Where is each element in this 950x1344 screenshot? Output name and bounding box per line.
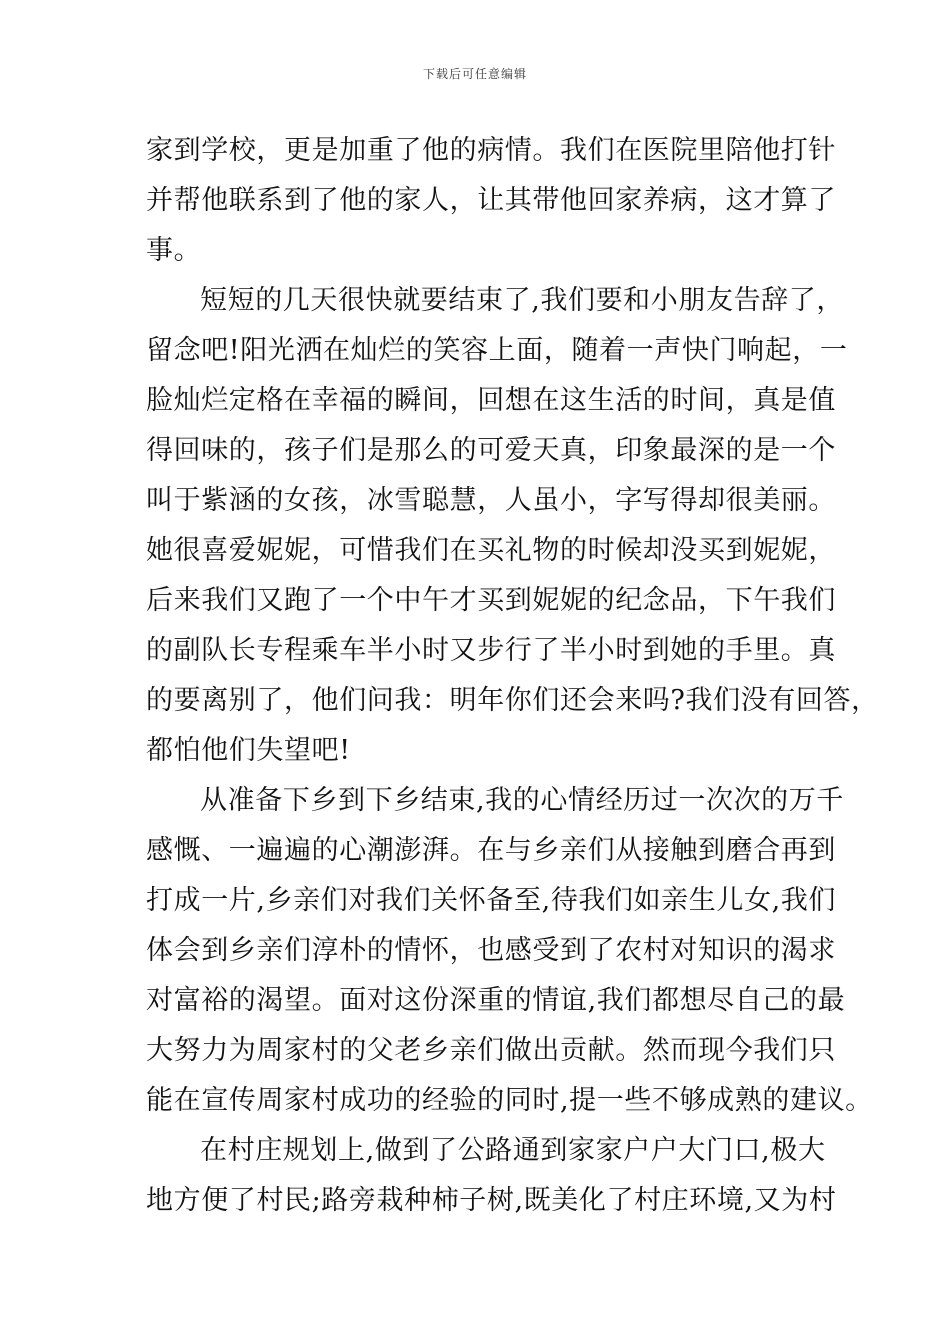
text-line: 并帮他联系到了他的家人，让其带他回家养病，这才算了: [146, 185, 836, 216]
text-line: 她很喜爱妮妮，可惜我们在买礼物的时候却没买到妮妮，: [146, 535, 836, 566]
text-line: 脸灿烂定格在幸福的瞬间，回想在这生活的时间，真是值: [146, 385, 836, 416]
text-line: 事。: [146, 235, 202, 266]
text-line: 的副队长专程乘车半小时又步行了半小时到她的手里。真: [146, 635, 836, 666]
text-line: 家到学校，更是加重了他的病情。我们在医院里陪他打针: [146, 135, 836, 166]
text-line: 得回味的，孩子们是那么的可爱天真，印象最深的是一个: [146, 435, 836, 466]
text-line: 的要离别了，他们问我：明年你们还会来吗?我们没有回答，: [146, 685, 879, 716]
text-line: 地方便了村民;路旁栽种柿子树,既美化了村庄环境,又为村: [146, 1185, 837, 1216]
text-line: 留念吧!阳光洒在灿烂的笑容上面，随着一声快门响起，一: [146, 335, 848, 366]
text-line: 感慨、一遍遍的心潮澎湃。在与乡亲们从接触到磨合再到: [146, 835, 836, 866]
text-line: 打成一片,乡亲们对我们关怀备至,待我们如亲生儿女,我们: [146, 885, 836, 916]
text-line: 对富裕的渴望。面对这份深重的情谊,我们都想尽自己的最: [146, 985, 846, 1016]
text-line: 从准备下乡到下乡结束,我的心情经历过一次次的万千: [200, 785, 844, 816]
text-line: 在村庄规划上,做到了公路通到家家户户大门口,极大: [200, 1135, 826, 1166]
page-header: 下载后可任意编辑: [422, 67, 527, 81]
text-line: 能在宣传周家村成功的经验的同时,提一些不够成熟的建议。: [146, 1085, 873, 1116]
document-body: [146, 126, 879, 1226]
text-line: 叫于紫涵的女孩，冰雪聪慧，人虽小，字写得却很美丽。: [146, 485, 836, 516]
text-line: 体会到乡亲们淳朴的情怀，也感受到了农村对知识的渴求: [146, 935, 836, 966]
text-line: 短短的几天很快就要结束了,我们要和小朋友告辞了，: [200, 285, 844, 316]
text-line: 后来我们又跑了一个中午才买到妮妮的纪念品，下午我们: [146, 585, 836, 616]
text-line: 都怕他们失望吧!: [146, 735, 351, 766]
text-line: 大努力为周家村的父老乡亲们做出贡献。然而现今我们只: [146, 1035, 836, 1066]
